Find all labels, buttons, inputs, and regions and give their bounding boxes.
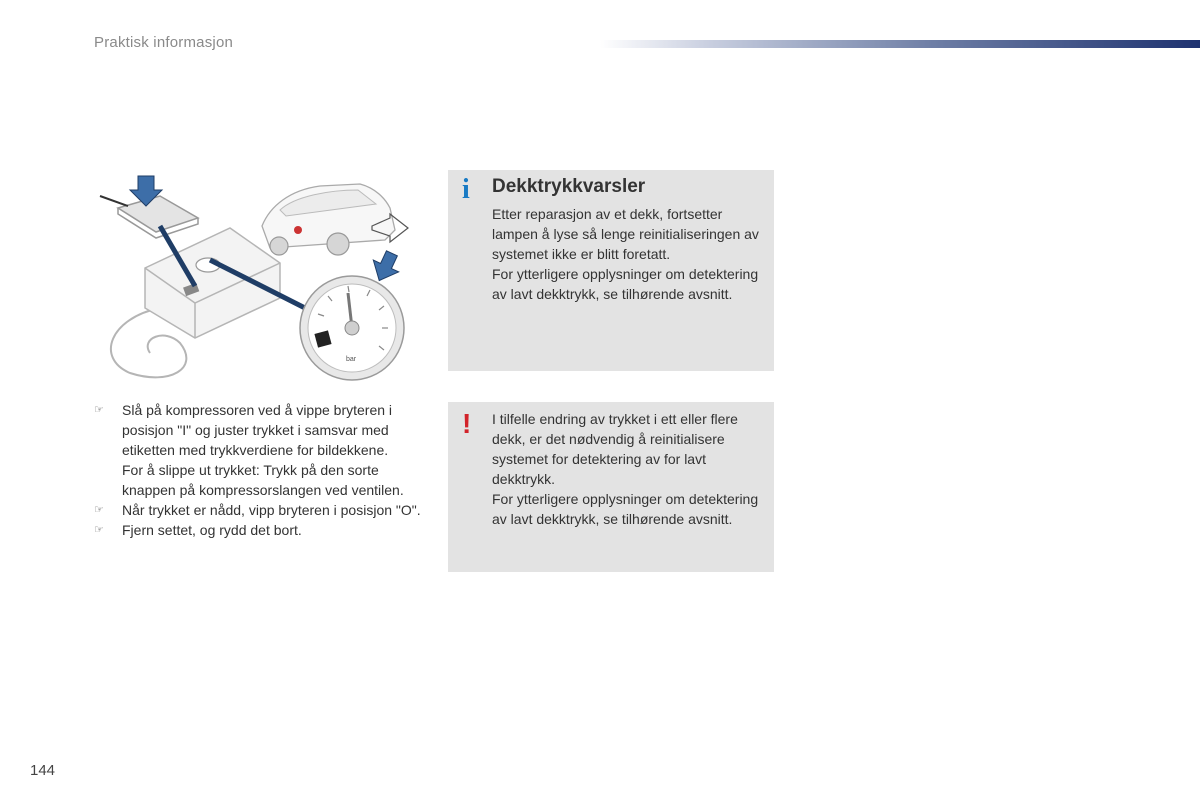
warning-paragraph: For ytterligere opplysninger om detektering av lavt dekktrykk, se tilhørende avsnitt. [492, 491, 759, 527]
step-text: Når trykket er nådd, vipp bryteren i posisjon "O". [122, 502, 421, 518]
list-item [94, 520, 424, 540]
warning-paragraph: I tilfelle endring av trykket i ett eller flere dekk, er det nødvendig å reinitialisere systemet for detektering av for lavt dekktrykk. [492, 411, 738, 487]
header-bar [600, 40, 1200, 48]
step-text: For å slippe ut trykket: Trykk på den sorte knappen på kompressorslangen ved ventilen. [122, 462, 404, 498]
info-box-title: Dekktrykkvarsler [492, 176, 646, 197]
info-paragraph: Etter reparasjon av et dekk, fortsetter lampen å lyse så lenge reinitialiseringen av systemet ikke er blitt foretatt. [492, 206, 759, 262]
page-number: 144 [30, 762, 56, 779]
warning-box-text [492, 409, 768, 529]
exclamation-icon: ! [462, 408, 472, 439]
step-text: Slå på kompressoren ved å vippe bryteren i posisjon "I" og juster trykket i samsvar med etiketten med trykkverdiene for bildekkene. [122, 402, 393, 458]
step-text: Fjern settet, og rydd det bort. [122, 522, 302, 538]
hand-pointer-icon: ☞ [94, 524, 104, 536]
hand-pointer-icon: ☞ [94, 504, 104, 516]
bottle [118, 196, 198, 232]
info-box-text [492, 204, 768, 304]
section-title: Praktisk informasjon [94, 34, 234, 51]
info-paragraph: For ytterligere opplysninger om detektering av lavt dekktrykk, se tilhørende avsnitt. [492, 266, 759, 302]
info-box [448, 170, 774, 371]
instruction-steps [94, 400, 424, 540]
hand-pointer-icon: ☞ [94, 404, 104, 416]
list-item [94, 500, 424, 520]
info-icon: i [462, 174, 470, 205]
warning-box [448, 402, 774, 572]
list-item [94, 400, 424, 500]
compressor-illustration [90, 168, 430, 388]
gauge-unit-label: bar [346, 356, 357, 363]
